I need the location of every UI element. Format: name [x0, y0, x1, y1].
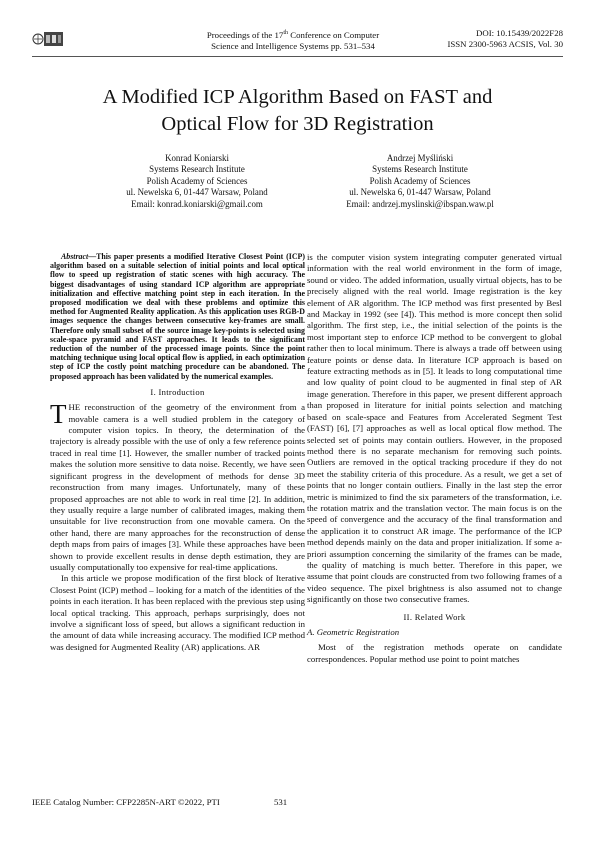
author-address: ul. Newelska 6, 01-447 Warsaw, Poland — [126, 187, 268, 198]
proceedings-info — [168, 28, 418, 52]
author-email: Email: andrzej.myslinski@ibspan.waw.pl — [346, 198, 494, 209]
drop-cap: T — [50, 399, 67, 430]
catalog-number: IEEE Catalog Number: CFP2285N-ART ©2022, PTI — [32, 797, 220, 807]
author-name: Konrad Koniarski — [165, 153, 229, 163]
right-paragraph-1: is the computer vision system integrating computer generated virtual information with the real world environment in the form of image, sound or video. The added information, usually virtual objects, has to be precisely aligned with the real world. Image registration is the key element of AR algorithm. The ICP method was first presented by Besl and Mackay in 1992 (see [4]). This method is more concept then solid algorithm. The first step, i.e., the initial selection of the points is the most important step to enforce ICP method to be convergent to global rather then to local minimum. There is always a trade off between using feature points or dense data. In literature ICP approach is based on feature extracting methods as in [5]. It leads to long computational time and low quality of point cloud to be augmented in final step of AR image generation. Therefore in this paper, we present different approach than proposed in literature for initial points selection and matching based on scale-space and Features from Accelerated Segment Test (FAST) [6], [7] approaches as well as local optical flow method. The selected set of points may contain outliers. However, in the proposed method there is no separate mechanism for removing such points. Outliers are removed in the optical tracking procedure if they do not meet the stability criteria of this procedure. As a result, we get a set of points that no longer contain outliers. Finally in the last step the error metric is minimized to find the six parameters of the transformation, i.e. the rotation matrix and the translation vector. The main focus is on the speed of convergence and the accuracy of the final transformation and the application it to construct AR image. The performance of the ICP method depends mainly on the data and proper initialization. If some a-priori assumption concerning the similarity of the frames can be made, the quality of matching is much better. Therefore in this paper, we assume that point clouds are constructed from two following frames of a video sequence. The pixel brightness is also assumed not to change significantly on those two consecutive frames. — [307, 252, 562, 605]
title-line2: Optical Flow for 3D Registration — [161, 113, 434, 135]
proceedings-line1b: Conference on Computer — [288, 29, 380, 40]
fedcsis-logo-icon — [32, 28, 64, 50]
page-header — [0, 28, 595, 54]
author-institute: Systems Research Institute — [372, 164, 468, 175]
left-column — [50, 252, 305, 653]
subsection-heading-geometric-registration: A. Geometric Registration — [307, 627, 400, 637]
right-column — [307, 252, 562, 665]
author-institute: Systems Research Institute — [149, 164, 245, 175]
intro-p1-text: HE reconstruction of the geometry of the environment from a movable camera is a well studied problem in the category of computer vision topics. In theory, the determination of the trajectory is already possible with the use of only a few reference points traced in real time [1]. However, the smaller number of tracked points makes the solution more sensitive to data noise. Recently, we have seen significant progress in the development of methods for dense 3D reconstruction from many images. Unfortunately, many of these proposed approaches are not able to work in real time [2]. In addition, they usually require a large number of calibrated images, making them unsuitable for live reconstruction from one movable camera. On the other hand, there are many approaches for the reconstruction of dense depth maps from pairs of images [3]. While these approaches have been shown to provide excellent results in dense depth estimation, they are usually computationally too expensive for real-time applications. — [50, 402, 305, 572]
page-footer — [32, 797, 287, 807]
doi-info — [420, 28, 563, 50]
doi: DOI: 10.15439/2022F28 — [476, 28, 563, 38]
author-name: Andrzej Myśliński — [386, 153, 454, 163]
author-1 — [82, 153, 312, 210]
section-heading-introduction: I. Introduction — [150, 386, 205, 397]
related-paragraph-1: Most of the registration methods operate on candidate correspondences. Popular method use point to point matches — [307, 642, 562, 664]
page-number: 531 — [274, 797, 288, 807]
intro-paragraph-1 — [50, 399, 305, 573]
author-email: Email: konrad.koniarski@gmail.com — [131, 198, 263, 209]
issn: ISSN 2300-5963 ACSIS, Vol. 30 — [447, 39, 563, 49]
proceedings-line1: Proceedings of the 17 — [206, 29, 284, 40]
header-rule — [32, 56, 563, 57]
section-heading-related-work: II. Related Work — [403, 611, 466, 622]
intro-paragraph-2: In this article we propose modification of the first block of Iterative Closest Point (ICP) method – looking for a match of the identities of the points in each iteration. It has been replaced with the previous step using local optical tracking. This approach, perhaps surprisingly, does not involve a significant loss of speed, but allows a significant reduction in the amount of data while increasing accuracy. The modified ICP method was designed for Augmented Reality (AR) applications. AR — [50, 573, 305, 652]
abstract-label: Abstract — [61, 252, 89, 261]
author-address: ul. Newelska 6, 01-447 Warsaw, Poland — [349, 187, 491, 198]
author-2 — [305, 153, 535, 210]
author-academy: Polish Academy of Sciences — [369, 175, 471, 186]
proceedings-line2: Science and Intelligence Systems pp. 531–534 — [211, 40, 375, 51]
abstract — [50, 252, 305, 381]
proceedings-sup: th — [283, 30, 288, 36]
title-line1: A Modified ICP Algorithm Based on FAST and — [102, 86, 493, 108]
abstract-text: —This paper presents a modified Iterative Closest Point (ICP) algorithm based on a suitable selection of initial points and local optical flow to speed up registration of static scenes with high accuracy. The biggest disadvantages of using standard ICP algorithm are appropriate initialization and effective matching point step in each iteration. In the proposed modification we deal with these problems and optimize this method for Augmented Reality application. As this application uses RGB-D images sequence the changes between consecutive key-frames are small. Therefore only small subset of the source image key-points is selected using scale-space pyramid and FAST approaches. It leads to the significant reduction of the number of the processed image points. Since the point matching technique using local optical flow is applied, in each optimization step of ICP the costly point matching procedure can be abandoned. The proposed approach has been validated by the numerical examples. — [50, 252, 305, 381]
paper-title — [32, 84, 563, 138]
author-academy: Polish Academy of Sciences — [146, 175, 248, 186]
